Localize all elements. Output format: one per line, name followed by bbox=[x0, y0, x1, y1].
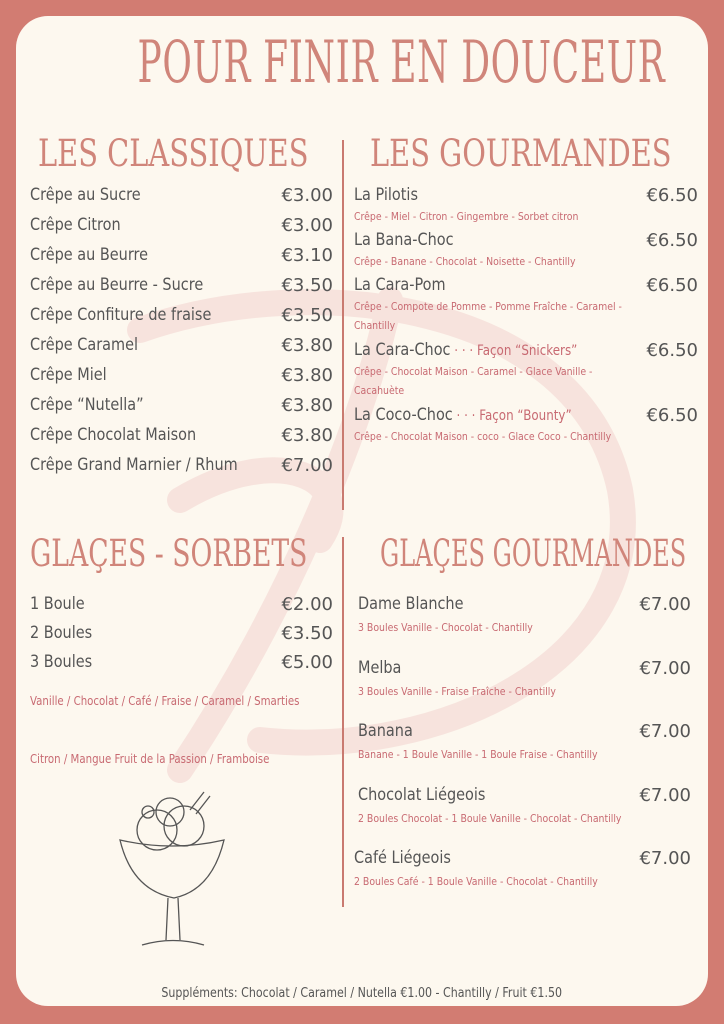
section-heading-classiques: LES CLASSIQUES bbox=[38, 132, 309, 175]
menu-item-price: €6.50 bbox=[646, 185, 698, 206]
page-title: POUR FINIR EN DOUCEUR bbox=[137, 28, 666, 96]
menu-item-name: Crêpe Chocolat Maison bbox=[30, 425, 197, 445]
menu-item-description: Crêpe - Banane - Chocolat - Noisette - Chantilly bbox=[354, 255, 576, 268]
menu-item-price: €7.00 bbox=[639, 848, 691, 869]
menu-item-name: La Pilotis bbox=[354, 185, 418, 205]
menu-item-price: €7.00 bbox=[639, 594, 691, 615]
menu-item-name: Melba bbox=[358, 657, 402, 678]
menu-item-name: Crêpe Confiture de fraise bbox=[30, 305, 212, 325]
menu-item-price: €5.00 bbox=[281, 652, 333, 673]
column-divider bbox=[342, 140, 344, 510]
menu-item-description: Crêpe - Miel - Citron - Gingembre - Sorbet citron bbox=[354, 210, 579, 223]
menu-item-description: Crêpe - Chocolat Maison - coco - Glace Coco - Chantilly bbox=[354, 430, 612, 443]
menu-item-name: La Bana-Choc bbox=[354, 230, 454, 250]
menu-item-name: Dame Blanche bbox=[358, 594, 464, 614]
menu-item-name: Crêpe Grand Marnier / Rhum bbox=[30, 455, 238, 475]
menu-item-name: Crêpe Citron bbox=[30, 215, 121, 235]
menu-item-name: Crêpe au Sucre bbox=[30, 185, 141, 205]
menu-item-price: €3.80 bbox=[281, 335, 333, 356]
menu-item-name: La Cara-Pom bbox=[354, 275, 446, 295]
menu-item-price: €7.00 bbox=[639, 657, 691, 679]
menu-item-name: 1 Boule bbox=[30, 594, 85, 614]
menu-item-price: €6.50 bbox=[646, 405, 698, 426]
ice-cream-sundae-illustration bbox=[112, 790, 232, 955]
menu-item-name: Café Liégeois bbox=[354, 848, 451, 868]
menu-item-name: 2 Boules bbox=[30, 623, 93, 643]
menu-item-price: €7.00 bbox=[639, 784, 691, 806]
menu-item-price: €3.10 bbox=[281, 245, 333, 266]
menu-item-price: €3.50 bbox=[281, 275, 333, 296]
menu-item-name: Crêpe Caramel bbox=[30, 335, 138, 355]
menu-item-price: €7.00 bbox=[281, 455, 333, 476]
menu-item-description: 3 Boules Vanille - Chocolat - Chantilly bbox=[358, 621, 533, 634]
menu-item-name: Crêpe au Beurre bbox=[30, 245, 149, 265]
menu-item-description: 2 Boules Café - 1 Boule Vanille - Chocolat - Chantilly bbox=[354, 875, 598, 888]
menu-item-price: €6.50 bbox=[646, 230, 698, 251]
sorbets-list: Citron / Mangue Fruit de la Passion / Framboise bbox=[30, 752, 270, 766]
section-heading-glaces: GLAÇES - SORBETS bbox=[30, 532, 308, 575]
menu-item-price: €3.80 bbox=[281, 365, 333, 386]
menu-item-description: Chantilly bbox=[354, 319, 396, 332]
menu-item-description: Cacahuète bbox=[354, 384, 405, 397]
column-divider bbox=[342, 537, 344, 907]
flavors-list: Vanille / Chocolat / Café / Fraise / Caramel / Smarties bbox=[30, 694, 300, 708]
menu-item-name: Crêpe “Nutella” bbox=[30, 395, 144, 415]
section-heading-gourmandes: LES GOURMANDES bbox=[370, 132, 672, 175]
menu-item-price: €6.50 bbox=[646, 275, 698, 296]
menu-item-name: Crêpe au Beurre - Sucre bbox=[30, 275, 204, 295]
menu-item-name: 3 Boules bbox=[30, 652, 93, 672]
menu-item-name: La Cara-Choc bbox=[354, 340, 451, 360]
menu-item-description: Crêpe - Chocolat Maison - Caramel - Glace Vanille - bbox=[354, 365, 593, 378]
menu-item-price: €7.00 bbox=[639, 721, 691, 742]
menu-item-price: €3.50 bbox=[281, 305, 333, 326]
menu-item-price: €3.80 bbox=[281, 425, 333, 446]
menu-item-name: La Coco-Choc bbox=[354, 405, 453, 425]
menu-item-name: Crêpe Miel bbox=[30, 365, 107, 385]
menu-item-price: €3.00 bbox=[281, 215, 333, 236]
menu-item-price: €2.00 bbox=[281, 594, 333, 615]
menu-item-price: €3.00 bbox=[281, 185, 333, 206]
section-heading-glaces-gourmandes: GLAÇES GOURMANDES bbox=[380, 532, 687, 575]
menu-item-description: Crêpe - Compote de Pomme - Pomme Fraîche - Caramel - bbox=[354, 300, 622, 313]
menu-item-name: Banana bbox=[358, 721, 413, 741]
supplements-footer: Suppléments: Chocolat / Caramel / Nutella €1.00 - Chantilly / Fruit €1.50 bbox=[161, 986, 563, 1001]
menu-item-name: Chocolat Liégeois bbox=[358, 784, 486, 805]
menu-item-price: €3.50 bbox=[281, 623, 333, 644]
menu-item-price: €6.50 bbox=[646, 340, 698, 361]
menu-item-description: 2 Boules Chocolat - 1 Boule Vanille - Chocolat - Chantilly bbox=[358, 811, 622, 825]
menu-item-style: · · · Façon “Snickers” bbox=[450, 343, 578, 359]
menu-item-description: Banane - 1 Boule Vanille - 1 Boule Fraise - Chantilly bbox=[358, 748, 598, 761]
menu-item-price: €3.80 bbox=[281, 395, 333, 416]
menu-item-description: 3 Boules Vanille - Fraise Fraîche - Chantilly bbox=[358, 684, 556, 698]
menu-item-style: · · · Façon “Bounty” bbox=[452, 408, 572, 424]
